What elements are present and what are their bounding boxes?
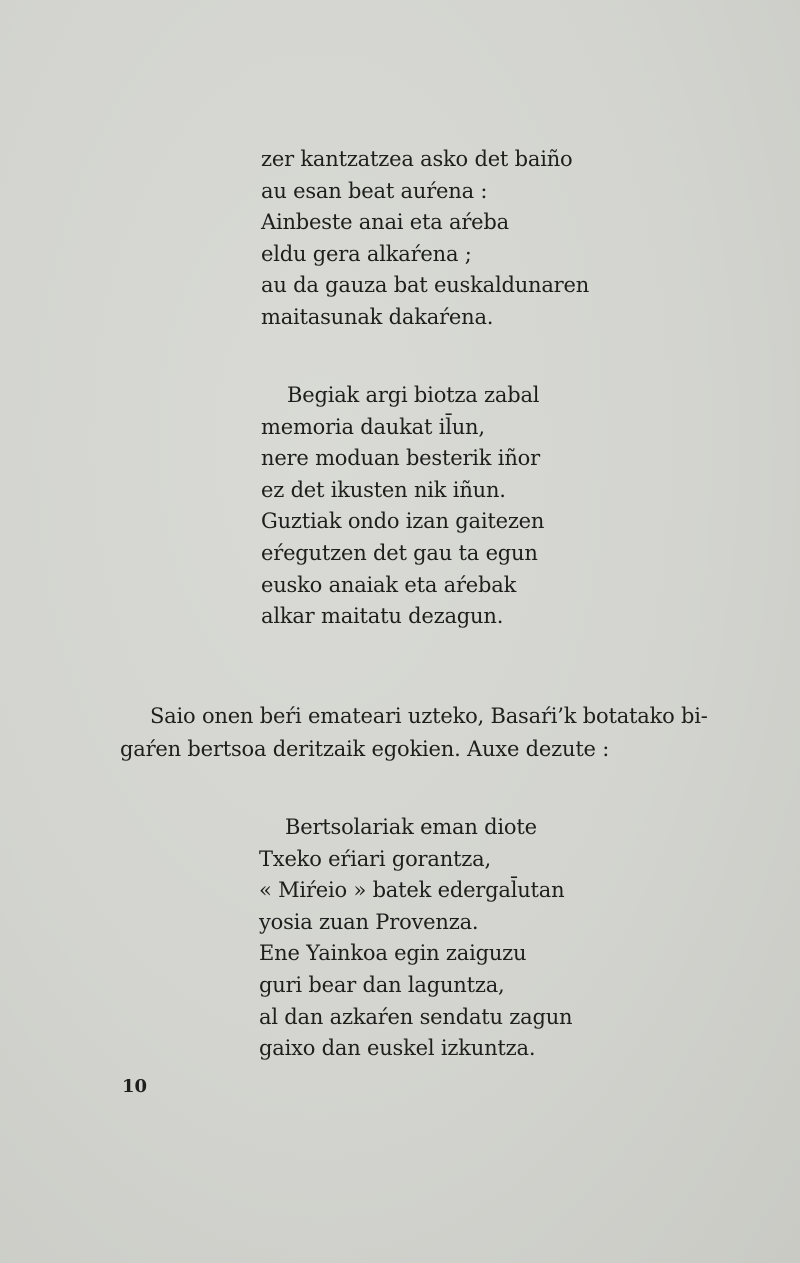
verse-line: eldu gera alkaŕena ; <box>261 241 472 266</box>
verse-line: Begiak argi biotza zabal <box>287 383 540 407</box>
verse-line: nere moduan besterik iñor <box>261 446 540 471</box>
verse-stanza-2 <box>261 380 544 633</box>
verse-line: au da gauza bat euskaldunaren <box>261 273 590 298</box>
verse-line: zer kantzatzea asko det baiño <box>261 147 573 171</box>
verse-line: au esan beat auŕena : <box>261 178 488 203</box>
verse-line: Guztiak ondo izan gaitezen <box>261 509 545 534</box>
verse-line: Bertsolariak eman diote <box>285 815 537 839</box>
verse-line: ez det ikusten nik iñun. <box>261 477 506 502</box>
verse-line: al dan azkaŕen sendatu zagun <box>259 1004 573 1029</box>
verse-stanza-3 <box>259 812 572 1065</box>
verse-line: eŕegutzen det gau ta egun <box>261 540 538 565</box>
prose-paragraph <box>120 700 750 766</box>
verse-line: Ene Yainkoa egin zaiguzu <box>259 941 527 966</box>
verse-line: eusko anaiak eta aŕebak <box>261 572 517 597</box>
verse-line: « Miŕeio » batek edergal̄utan <box>259 878 565 903</box>
verse-line: Ainbeste anai eta aŕeba <box>261 210 509 235</box>
verse-line: maitasunak dakaŕena. <box>261 304 494 329</box>
verse-line: alkar maitatu dezagun. <box>261 604 504 629</box>
verse-line: Txeko eŕiari gorantza, <box>259 846 491 871</box>
prose-line: Saio onen beŕi emateari uzteko, Basaŕi’k botatako bi- <box>150 704 708 728</box>
page-number: 10 <box>122 1076 148 1097</box>
verse-line: guri bear dan laguntza, <box>259 972 505 997</box>
verse-line: memoria daukat il̄un, <box>261 414 485 439</box>
verse-stanza-1 <box>261 144 589 334</box>
verse-line: yosia zuan Provenza. <box>259 909 479 934</box>
prose-line: gaŕen bertsoa deritzaik egokien. Auxe dezute : <box>120 737 610 761</box>
verse-line: gaixo dan euskel izkuntza. <box>259 1036 536 1061</box>
